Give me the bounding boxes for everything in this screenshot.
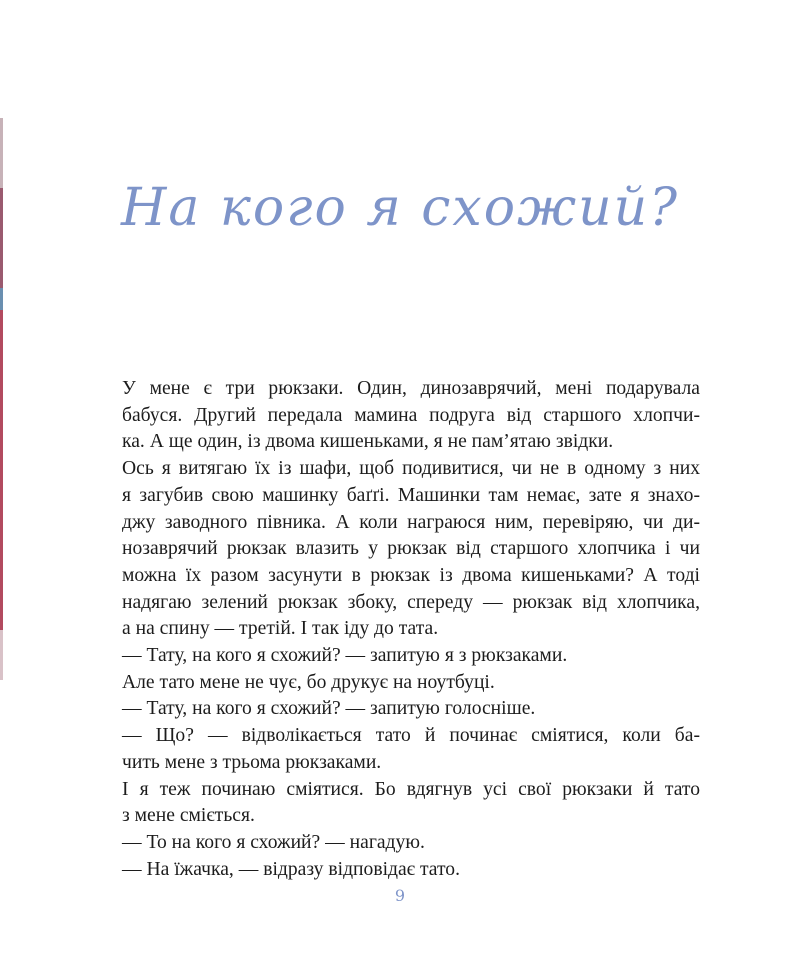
text-line: чить мене з трьома рюкзаками. — [122, 751, 382, 773]
text-line: Але тато мене не чує, бо друкує на ноутбуці. — [122, 671, 495, 693]
text-line: а на спину — третій. І так іду до тата. — [122, 618, 439, 640]
paragraph — [122, 696, 700, 723]
text-line: У мене є три рюкзаки. Один, динозаврячий, мені подарувала — [122, 378, 700, 399]
paragraph — [122, 643, 700, 670]
page-number: 9 — [394, 886, 406, 905]
text-line: бабуся. Другий передала мамина подруга від старшого хлопчи- — [122, 404, 700, 426]
paragraph — [122, 857, 700, 884]
text-line: ка. А ще один, із двома кишеньками, я не пам’ятаю звідки. — [122, 431, 614, 453]
text-line: можна їх разом засунути в рюкзак із двома кишеньками? А тоді — [122, 564, 700, 586]
text-line: джу заводного півника. А коли награюся ним, перевіряю, чи ди- — [122, 511, 700, 533]
paragraph — [122, 456, 700, 643]
text-line: я загубив свою машинку баґґі. Машинки там немає, зате я знахо- — [122, 484, 700, 506]
text-line: — Що? — відволікається тато й починає сміятися, коли ба- — [122, 725, 700, 747]
paragraph — [122, 777, 700, 830]
page-edge-mark — [0, 630, 3, 680]
text-line: — Тату, на кого я схожий? — запитую голосніше. — [122, 698, 536, 720]
text-line: нозаврячий рюкзак влазить у рюкзак від старшого хлопчика і чи — [122, 538, 700, 560]
text-line: — На їжачка, — відразу відповідає тато. — [122, 858, 460, 880]
text-line: з мене сміється. — [122, 805, 255, 827]
text-line: — Тату, на кого я схожий? — запитую я з рюкзаками. — [122, 645, 568, 667]
text-line: І я теж починаю сміятися. Бо вдягнув усі свої рюкзаки й тато — [122, 778, 700, 800]
paragraph — [122, 830, 700, 857]
paragraph — [122, 723, 700, 776]
chapter-title: На кого я схожий? — [120, 178, 680, 238]
page-edge-mark — [0, 288, 3, 310]
story-text — [122, 376, 700, 883]
text-line: надягаю зелений рюкзак збоку, спереду — рюкзак від хлопчика, — [122, 591, 700, 613]
text-line: — То на кого я схожий? — нагадую. — [122, 831, 425, 853]
text-line: Ось я витягаю їх із шафи, щоб подивитися, чи не в одному з них — [122, 458, 700, 480]
paragraph — [122, 376, 700, 456]
paragraph — [122, 670, 700, 697]
page-edge-mark — [0, 310, 3, 630]
